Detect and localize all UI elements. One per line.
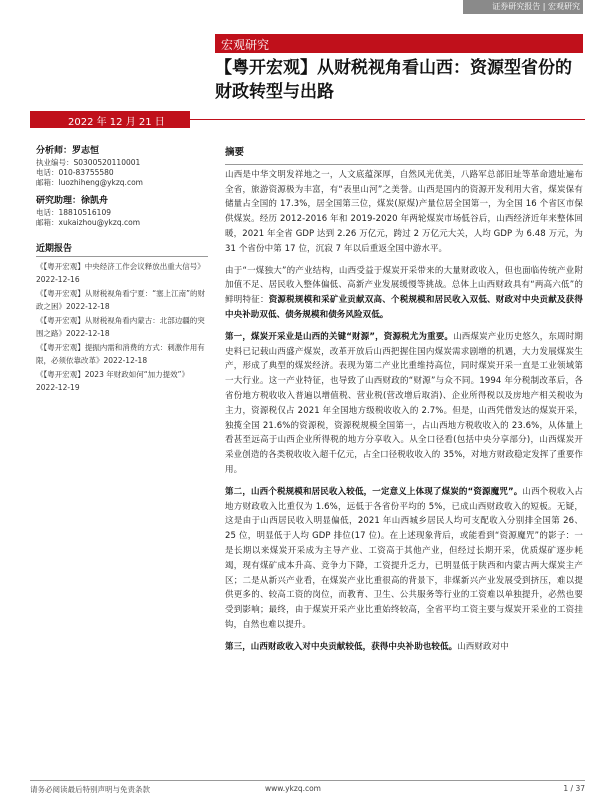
date-bar [30, 111, 585, 128]
recent-reports-title: 近期报告 [36, 244, 208, 257]
assistant-phone: 电话：18810516109 [36, 208, 111, 217]
report-type-label: 证券研究报告 | 宏观研究 [492, 2, 580, 11]
paragraph-text: 山西财政对中 [457, 641, 509, 652]
report-header-bar [0, 0, 600, 14]
paragraph-bold-text: 资源税规模和采矿业贡献双高、个税规模和居民收入双低、财政对中央贡献及获得中央补助双低、债务规模和债务风险双低。 [225, 295, 583, 320]
section-tag [215, 34, 583, 53]
report-date: 2022 年 12 月 21 日 [68, 117, 165, 128]
abstract-title: 摘要 [225, 146, 583, 165]
paragraph-text: 山西个税收入占地方财政收入比重仅为 1.6%，远低于各省份平均的 5%，已成山西财政收入的短板。无疑，这是由于山西居民收入明显偏低，2021 年山西城乡居民人均可支配收入分别排全国第 26、25 位，明显低于人均 GDP 排位(17 位)。在上述现象背后，或能看到“资源魔咒”的影子：一是长期以来煤炭开采成为主导产业、工资高于其他产业，但经过长期开采，优质煤矿逐步耗竭，现有煤矿成本升高、竞争力下降，工资提升乏力，已明显低于陕西和内蒙古两大煤炭主产区；二是从新兴产业看，在煤炭产业比重很高的背景下，非煤新兴产业发展受到挤压，难以提供更多的、较高工资的岗位，而教育、卫生、公共服务等行业的工资难以单独提升，必然也要受到影响；最终，由于煤炭开采产业比重始终较高，全省平均工资主要与煤炭开采业的工资挂钩，自然也难以提升。 [225, 486, 583, 630]
date-box [30, 111, 190, 128]
paragraph-lead: 第一，煤炭开采业是山西的关键“财源”，资源税尤为重要。 [225, 331, 454, 342]
date-divider [190, 119, 585, 120]
analyst-name: 分析师：罗志恒 [36, 146, 100, 156]
paragraph-lead: 第二，山西个税规模和居民收入较低，一定意义上体现了煤炭的“资源魔咒”。 [225, 486, 523, 497]
paragraph-text: 山西煤炭产业历史悠久，东周时期史料已记载山西盛产煤炭，改革开放后山西把握住国内煤炭需求剧增的机遇，大力发展煤炭生产，形成了典型的煤炭经济。表现为第二产业比重维持高位，同时煤炭开采一直是工业领域第一大行业。这一产业特征，也导致了山西财政的“财源”与众不同。1994 年分税制改革后，各省份地方税收收入普遍以增值税、营业税(营改增后取消)、企业所得税以及房地产相关税收为主力，资源税仅占 2021 年全国地方级税收收入的 2.7%。但是，山西凭借发达的煤炭开采，独揽全国 21.6%的资源税，资源税规模全国第一，占山西地方税收收入的 23.6%，从体量上看甚至远高于山西企业所得税的地方分享收入。从全口径看(包括中央分享部分)，山西煤炭开采业创造的各类税收收入超千亿元，占全口径税收收入的 35%，对地方财政稳定发挥了重要作用。 [225, 331, 583, 475]
paragraph-lead: 第三，山西财政收入对中央贡献较低，获得中央补助也较低。 [225, 641, 458, 652]
abstract-paragraph-3 [225, 330, 583, 478]
analyst-license: 执业编号：S0300520110001 [36, 158, 141, 167]
paragraph-text: 由于“一煤独大”的产业结构，山西受益于煤炭开采带来的大量财政收入，但也面临传统产业附加值不足、居民收入整体偏低、高新产业发展缓慢等挑战。总体上山西财政具有“两高六低”的鲜明特征： [225, 265, 583, 306]
recent-report-item[interactable]: 《【粤开宏观】提振内需和消费的方式：刺激作用有限，必须依靠改革》2022-12-18 [36, 343, 205, 365]
author-sidebar [36, 146, 208, 396]
abstract-paragraph-1: 山西是中华文明发祥地之一，人文底蕴深厚，自然风光优美，八路军总部旧址等革命遗址遍布全省，旅游资源极为丰富，有“表里山河”之美誉。山西是国内的资源开发利用大省，煤炭保有储量占全国的 17.3%，居全国第三位，煤炭(原煤)产量位居全国第一，为全国 16 个省区市保供煤炭。经历 2012-2016 年和 2019-2020 年两轮煤炭市场低谷后，山西经济近年来整体回暖，2021 年全省 GDP 达到 2.26 万亿元，跨过 2 万亿元大关，人均 GDP 为 6.48 万元，为 31 个省份中第 17 位，沉寂 7 年以后重返全国中游水平。 [225, 169, 583, 254]
recent-report-item[interactable]: 《【粤开宏观】从财税视角看内蒙古：北部边疆的突围之路》2022-12-18 [36, 316, 205, 338]
analyst-email[interactable]: 邮箱：luozhiheng@ykzq.com [36, 178, 143, 187]
recent-report-item[interactable]: 《【粤开宏观】从财税视角看宁夏：“塞上江南”的财政之困》2022-12-18 [36, 289, 206, 311]
page-footer [30, 780, 585, 795]
footer-website[interactable]: www.ykzq.com [265, 784, 321, 793]
abstract-paragraph-4 [225, 485, 583, 633]
abstract-paragraph-2 [225, 264, 583, 323]
report-title: 【粤开宏观】从财税视角看山西：资源型省份的财政转型与出路 [215, 58, 572, 102]
footer-page-number: 1 / 37 [563, 784, 585, 793]
footer-disclaimer: 请务必阅读最后特别声明与免责条款 [30, 785, 150, 794]
abstract-paragraph-5 [225, 640, 583, 655]
section-tag-label: 宏观研究 [221, 38, 270, 52]
analyst-phone: 电话：010-83755580 [36, 168, 114, 177]
assistant-name: 研究助理：徐凯舟 [36, 196, 109, 206]
recent-report-item[interactable]: 《【粤开宏观】中央经济工作会议释放出重大信号》2022-12-16 [36, 262, 205, 284]
abstract-section [225, 146, 583, 662]
assistant-email[interactable]: 邮箱：xukaizhou@ykzq.com [36, 218, 140, 227]
recent-report-item[interactable]: 《【粤开宏观】2023 年财政如何“加力提效”》2022-12-19 [36, 370, 189, 392]
